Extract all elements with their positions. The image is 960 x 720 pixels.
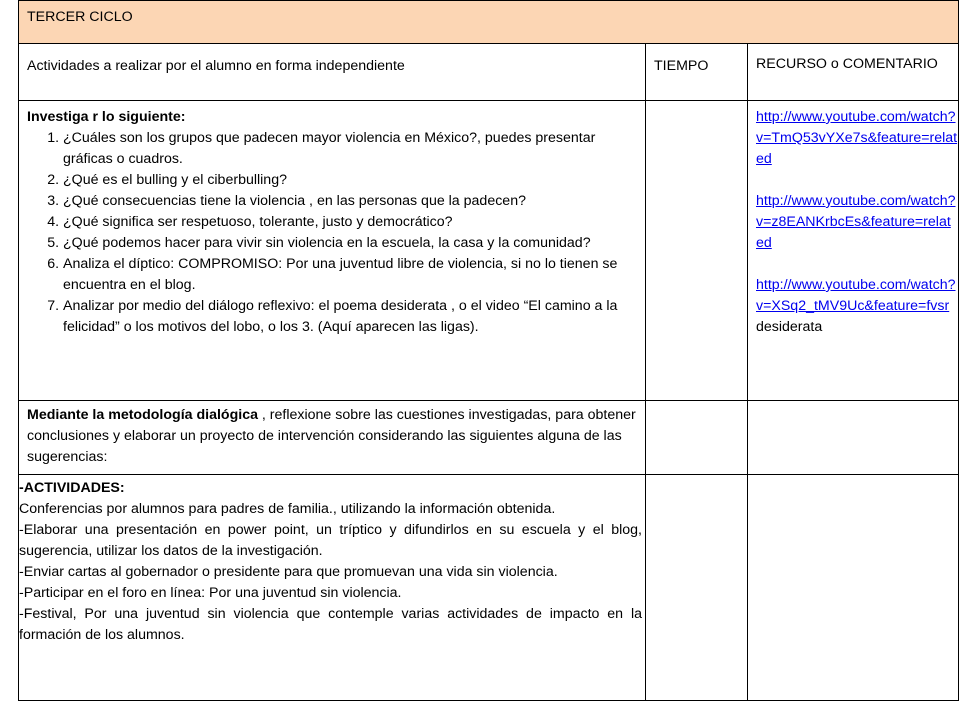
investigate-row [19,101,959,401]
question-item: 2. ¿Qué es el bulling y el ciberbulling? [63,170,645,191]
investigate-resource-cell [748,101,959,401]
youtube-link-1[interactable]: http://www.youtube.com/watch?v=TmQ53vYXe7s&feature=related [756,109,958,167]
link-note: desiderata [756,319,823,335]
activities-resource-cell [748,475,959,701]
activities-time-cell [646,475,748,701]
methodology-time-cell [646,401,748,475]
question-item: 1. ¿Cuáles son los grupos que padecen mayor violencia en México?, puedes presentar gráficas o cuadros. [63,128,645,170]
question-item: 3. ¿Qué consecuencias tiene la violencia , en las personas que la padecen? [63,191,645,212]
investigate-heading: Investiga r lo siguiente: [27,109,186,125]
activities-row [19,475,959,701]
methodology-row [19,401,959,475]
question-item: 4. ¿Qué significa ser respetuoso, tolerante, justo y democrático? [63,212,645,233]
methodology-bold: Mediante la metodología dialógica [27,407,258,423]
header-row [19,1,959,44]
activity-item: Conferencias por alumnos para padres de familia., utilizando la información obtenida. [19,501,556,517]
methodology-cell [19,401,646,475]
investigate-time-cell [646,101,748,401]
activity-item: -Enviar cartas al gobernador o presidente para que promuevan una vida sin violencia. [19,564,558,580]
activity-table [18,0,959,701]
question-item: 6. Analiza el díptico: COMPROMISO: Por una juventud libre de violencia, si no lo tienen se encuentra en el blog. [63,254,645,296]
question-item: 7. Analizar por medio del diálogo reflexivo: el poema desiderata , o el video “El camino a la felicidad” o los motivos del lobo, o los 3. (Aquí aparecen las ligas). [63,296,645,338]
column-activities: Actividades a realizar por el alumno en forma independiente [19,44,646,101]
question-list [27,128,645,338]
cycle-title: TERCER CICLO [19,1,959,44]
methodology-resource-cell [748,401,959,475]
column-header-row [19,44,959,101]
question-item: 5. ¿Qué podemos hacer para vivir sin violencia en la escuela, la casa y la comunidad? [63,233,645,254]
activity-item: -Participar en el foro en línea: Por una juventud sin violencia. [19,585,402,601]
methodology-text: , reflexione sobre las cuestiones investigadas, para obtener conclusiones y elaborar un proyecto de intervención considerando las siguientes alguna de las sugerencias: [27,407,636,465]
investigate-cell [19,101,646,401]
youtube-link-2[interactable]: http://www.youtube.com/watch?v=z8EANKrbcEs&feature=related [756,193,956,251]
activities-heading: -ACTIVIDADES: [19,480,125,496]
column-resource: RECURSO o COMENTARIO [748,44,959,101]
activities-cell [19,475,646,701]
activity-item: -Elaborar una presentación en power point, un tríptico y difundirlos en su escuela y el blog, sugerencia, utilizar los datos de la investigación. [19,522,642,559]
column-time: TIEMPO [646,44,748,101]
youtube-link-3[interactable]: http://www.youtube.com/watch?v=XSq2_tMV9Uc&feature=fvsr [756,277,956,314]
activity-item: -Festival, Por una juventud sin violencia que contemple varias actividades de impacto en la formación de los alumnos. [19,606,642,643]
